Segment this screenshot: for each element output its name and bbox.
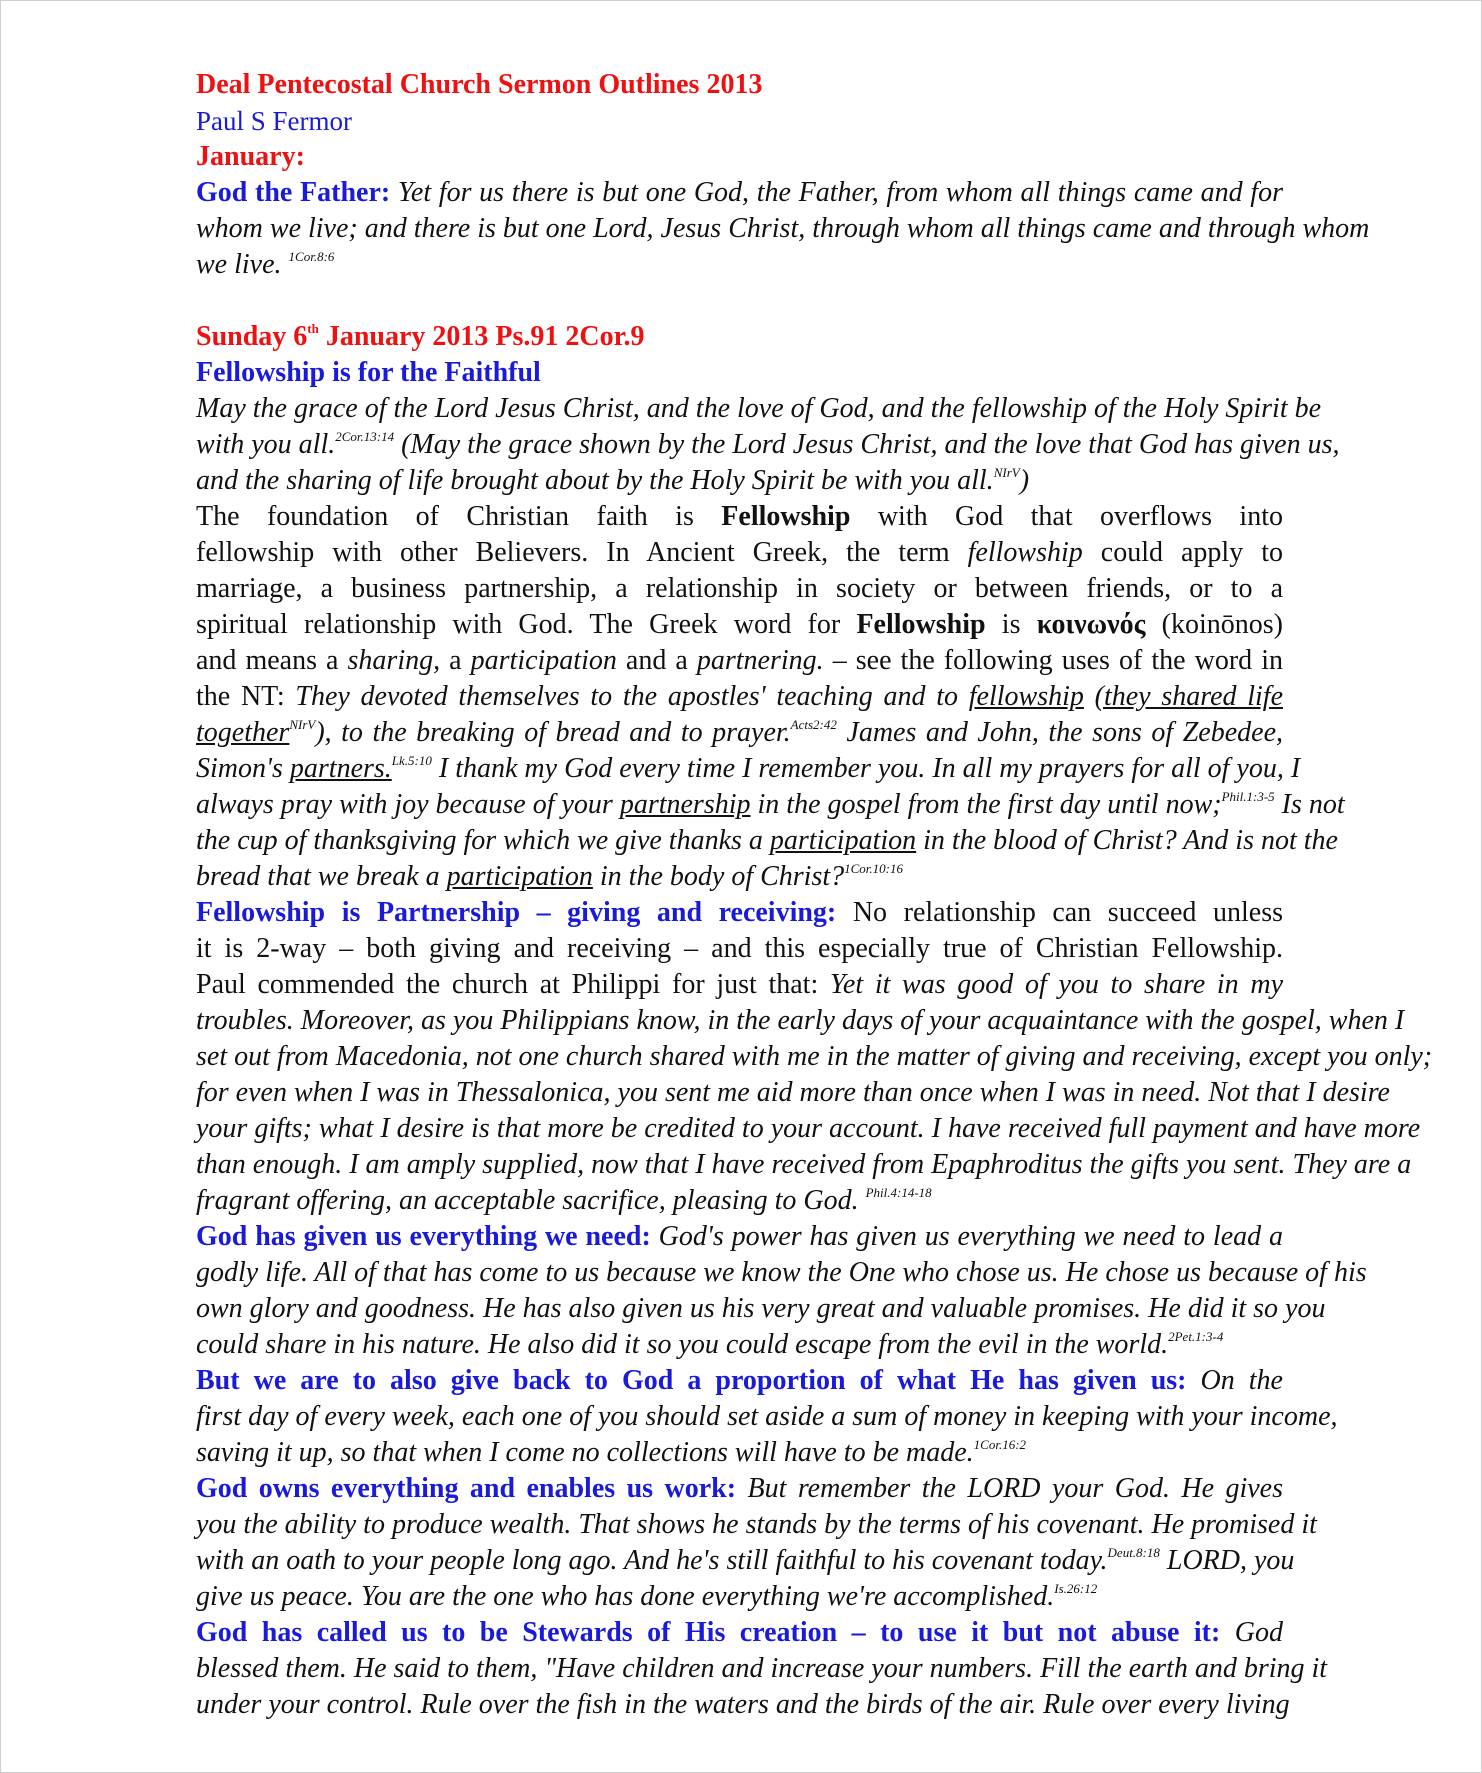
text-span: participation bbox=[769, 825, 917, 856]
text-span: (koinōnos) bbox=[1145, 609, 1283, 640]
text-line bbox=[196, 535, 1283, 571]
scripture-reference: 2Cor.13:14 bbox=[335, 429, 395, 444]
text-span: in the blood of Christ? And is not the bbox=[916, 825, 1338, 856]
greek-word: κοινωνός bbox=[1036, 609, 1146, 640]
paragraph-fellowship bbox=[196, 499, 1345, 895]
theme-label: God the Father: bbox=[196, 177, 391, 208]
text-line: marriage, a business partnership, a relationship in society or between friends, or to a bbox=[196, 573, 1283, 604]
text-line bbox=[196, 895, 1283, 931]
text-line: under your control. Rule over the fish in the waters and the birds of the air. Rule over every living bbox=[196, 1689, 1290, 1720]
text-line: your gifts; what I desire is that more be credited to your account. I have received full payment and have more bbox=[196, 1113, 1421, 1144]
theme-text: whom we live; and there is but one Lord, Jesus Christ, through whom all things came and through whom bbox=[196, 213, 1370, 244]
section-label: But we are to also give back to God a proportion of what He has given us: bbox=[196, 1365, 1187, 1396]
section-label: God has called us to be Stewards of His creation – to use it but not abuse it: bbox=[196, 1617, 1221, 1648]
text-span: in the gospel from the first day until now; bbox=[750, 789, 1222, 820]
text-span: Yet it was good of you to share in my bbox=[829, 969, 1283, 1000]
scripture-reference: NIrV bbox=[993, 465, 1020, 480]
text-line: it is 2-way – both giving and receiving – and this especially true of Christian Fellowship. bbox=[196, 933, 1283, 964]
text-line: you the ability to produce wealth. That shows he stands by the terms of his covenant. He promised it bbox=[196, 1509, 1317, 1540]
text-span: ) bbox=[1019, 465, 1030, 496]
paragraph-god-owns-everything bbox=[196, 1471, 1317, 1615]
text-span: LORD, you bbox=[1159, 1545, 1295, 1576]
sermon-title: Fellowship is for the Faithful bbox=[196, 357, 541, 388]
section-label: God has given us everything we need: bbox=[196, 1221, 651, 1252]
verse-line: May the grace of the Lord Jesus Christ, and the love of God, and the fellowship of the Holy Spirit be bbox=[196, 393, 1322, 424]
text-line bbox=[196, 715, 1283, 751]
theme-text: Yet for us there is but one God, the Father, from whom all things came and for bbox=[390, 177, 1283, 208]
opening-verse bbox=[196, 391, 1340, 499]
text-span: Simon's bbox=[196, 753, 290, 784]
section-label: God owns everything and enables us work: bbox=[196, 1473, 737, 1504]
scripture-reference: 1Cor.10:16 bbox=[844, 861, 904, 876]
text-span: God bbox=[1220, 1617, 1283, 1648]
text-span: (May the grace shown by the Lord Jesus Christ, and the love that God has given us, bbox=[394, 429, 1340, 460]
text-span: together bbox=[196, 717, 290, 748]
text-line bbox=[196, 679, 1283, 715]
text-span: with God that overflows into bbox=[850, 501, 1283, 532]
text-span: could apply to bbox=[1082, 537, 1283, 568]
text-span: No relationship can succeed unless bbox=[836, 897, 1283, 928]
text-span: Is not bbox=[1274, 789, 1345, 820]
text-line bbox=[196, 175, 1283, 211]
text-span: James and John, the sons of Zebedee, bbox=[836, 717, 1283, 748]
text-span: give us peace. You are the one who has done everything we're accomplished. bbox=[196, 1581, 1055, 1612]
scripture-reference: 1Cor.8:6 bbox=[288, 249, 335, 264]
text-span: and means a bbox=[196, 645, 348, 676]
paragraph-partnership bbox=[196, 895, 1433, 1219]
text-line bbox=[196, 1183, 1283, 1219]
text-line bbox=[196, 1579, 1283, 1615]
text-span: saving it up, so that when I come no collections will have to be made. bbox=[196, 1437, 974, 1468]
scripture-reference: 2Pet.1:3-4 bbox=[1168, 1329, 1224, 1344]
text-line bbox=[196, 787, 1345, 823]
author-name: Paul S Fermor bbox=[196, 106, 353, 136]
text-span: participation bbox=[470, 645, 617, 676]
text-line bbox=[196, 1363, 1283, 1399]
text-span: in the body of Christ? bbox=[592, 861, 845, 892]
text-span: the NT: bbox=[196, 681, 296, 712]
text-span: fellowship with other Believers. In Ancient Greek, the term bbox=[196, 537, 968, 568]
text-span: the cup of thanksgiving for which we give thanks a bbox=[196, 825, 770, 856]
text-span: partnering. bbox=[696, 645, 824, 676]
scripture-reference: Lk.5:10 bbox=[391, 753, 432, 768]
text-span: ), to the breaking of bread and to prayer. bbox=[315, 717, 791, 748]
text-span: bread that we break a bbox=[196, 861, 447, 892]
text-line bbox=[196, 247, 1283, 283]
text-span: partners. bbox=[289, 753, 392, 784]
text-span bbox=[196, 283, 1283, 319]
text-span: spiritual relationship with God. The Greek word for bbox=[196, 609, 857, 640]
text-line bbox=[196, 751, 1301, 787]
text-line: godly life. All of that has come to us because we know the One who chose us. He chose us because of his bbox=[196, 1257, 1367, 1288]
text-line: first day of every week, each one of you should set aside a sum of money in keeping with your income, bbox=[196, 1401, 1338, 1432]
text-span: with you all. bbox=[196, 429, 336, 460]
scripture-reference: Deut.8:18 bbox=[1107, 1545, 1160, 1560]
text-span: Sunday 6 bbox=[196, 321, 308, 352]
text-span: – see the following uses of the word in bbox=[823, 645, 1283, 676]
text-line bbox=[196, 1615, 1283, 1651]
text-span: and a bbox=[616, 645, 697, 676]
text-span: partnership bbox=[619, 789, 751, 820]
text-line bbox=[196, 607, 1283, 643]
sermon-outline-content bbox=[196, 67, 1433, 1723]
text-line bbox=[196, 967, 1283, 1003]
text-span: (they shared life bbox=[1094, 681, 1284, 712]
text-span: The foundation of Christian faith is bbox=[196, 501, 722, 532]
text-span: always pray with joy because of your bbox=[196, 789, 620, 820]
text-line: set out from Macedonia, not one church shared with me in the matter of giving and receiving, except you only; bbox=[196, 1041, 1433, 1072]
text-span: Fellowship bbox=[721, 501, 851, 532]
scripture-reference: Is.26:12 bbox=[1054, 1581, 1098, 1596]
text-line bbox=[196, 1543, 1295, 1579]
text-span: a bbox=[440, 645, 471, 676]
text-span: fellowship bbox=[968, 681, 1084, 712]
text-span: participation bbox=[446, 861, 593, 892]
document-title: Deal Pentecostal Church Sermon Outlines 2013 bbox=[196, 69, 763, 100]
text-line bbox=[196, 1435, 1283, 1471]
text-line: blessed them. He said to them, "Have children and increase your numbers. Fill the earth and bring it bbox=[196, 1653, 1328, 1684]
text-line bbox=[196, 859, 1283, 895]
text-span: fellowship bbox=[967, 537, 1083, 568]
paragraph-stewards bbox=[196, 1615, 1328, 1723]
text-span: with an oath to your people long ago. And he's still faithful to his covenant today. bbox=[196, 1545, 1108, 1576]
scripture-reference: Phil.4:14-18 bbox=[865, 1185, 932, 1200]
text-span: January 2013 Ps.91 2Cor.9 bbox=[318, 321, 645, 352]
text-line bbox=[196, 499, 1283, 535]
sunday-heading bbox=[196, 319, 1283, 355]
superscript: th bbox=[307, 321, 319, 336]
text-span: and the sharing of life brought about by the Holy Spirit be with you all. bbox=[196, 465, 994, 496]
text-span: sharing, bbox=[347, 645, 441, 676]
scripture-reference: Phil.1:3-5 bbox=[1221, 789, 1275, 804]
theme-text: we live. bbox=[196, 249, 289, 280]
paragraph-give-back bbox=[196, 1363, 1338, 1471]
section-label: Fellowship is Partnership – giving and receiving: bbox=[196, 897, 837, 928]
text-line: for even when I was in Thessalonica, you sent me aid more than once when I was in need. Not that I desire bbox=[196, 1077, 1390, 1108]
monthly-theme bbox=[196, 175, 1370, 283]
text-line: troubles. Moreover, as you Philippians know, in the early days of your acquaintance with the gospel, when I bbox=[196, 1005, 1405, 1036]
text-span: Fellowship bbox=[856, 609, 986, 640]
text-line bbox=[196, 1327, 1283, 1363]
scripture-reference: NIrV bbox=[289, 717, 316, 732]
text-line: than enough. I am amply supplied, now that I have received from Epaphroditus the gifts you sent. They are a bbox=[196, 1149, 1412, 1180]
text-line bbox=[196, 463, 1283, 499]
text-line bbox=[196, 1219, 1283, 1255]
text-span: is bbox=[985, 609, 1037, 640]
text-span: fragrant offering, an acceptable sacrifice, pleasing to God. bbox=[196, 1185, 866, 1216]
text-line bbox=[196, 643, 1283, 679]
text-line bbox=[196, 1471, 1283, 1507]
text-line bbox=[196, 823, 1338, 859]
paragraph-everything-we-need bbox=[196, 1219, 1367, 1363]
text-span: I thank my God every time I remember you. In all my prayers for all of you, I bbox=[431, 753, 1301, 784]
text-line bbox=[196, 427, 1340, 463]
month-heading: January: bbox=[196, 141, 305, 172]
text-line: own glory and goodness. He has also given us his very great and valuable promises. He did it so you bbox=[196, 1293, 1326, 1324]
text-span: God's power has given us everything we need to lead a bbox=[650, 1221, 1283, 1252]
scripture-reference: Acts2:42 bbox=[790, 717, 837, 732]
text-span: could share in his nature. He also did it so you could escape from the evil in the world. bbox=[196, 1329, 1169, 1360]
scripture-reference: 1Cor.16:2 bbox=[973, 1437, 1027, 1452]
text-span bbox=[1084, 681, 1095, 712]
text-span: Paul commended the church at Philippi for just that: bbox=[196, 969, 830, 1000]
text-span: They devoted themselves to the apostles' teaching and to bbox=[295, 681, 969, 712]
text-span: On the bbox=[1186, 1365, 1283, 1396]
text-span: But remember the LORD your God. He gives bbox=[736, 1473, 1283, 1504]
